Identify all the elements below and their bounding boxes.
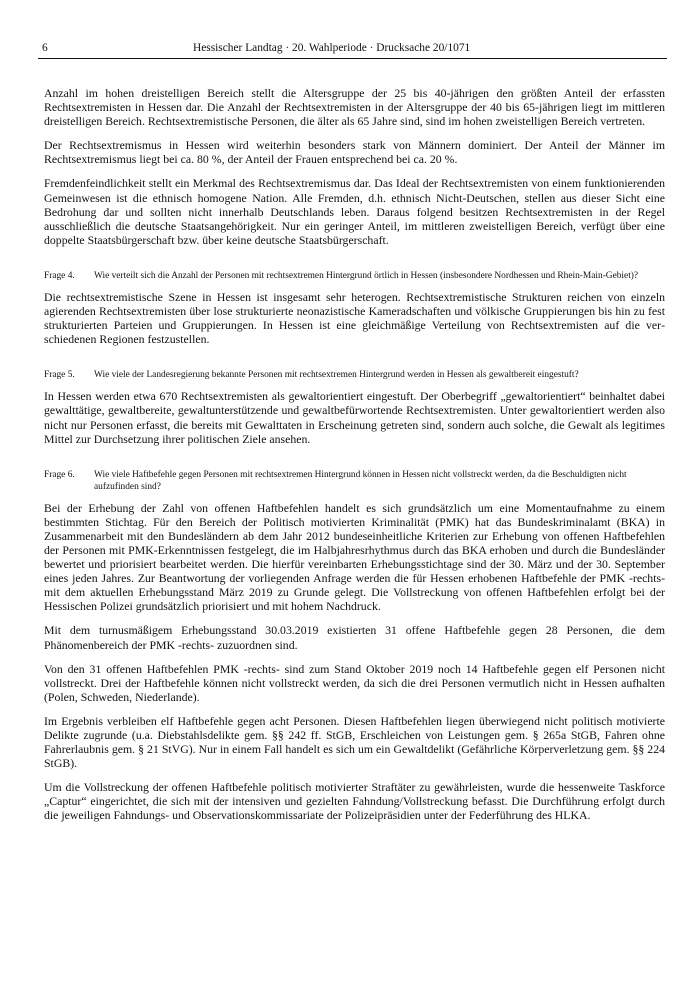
answer-6-paragraph-1: Bei der Erhebung der Zahl von offenen Haftbefehlen handelt es sich grundsätzlich um eine Momentaufnahme zu einem bestimmten Stichtag. Für den Bereich der Politisch motivierten Kriminalität (PMK) hat das Bundeskriminalamt (BKA) in Zusammenarbeit mit den Bundesländern ab dem Jahr 2012 bundeseinheitliche Kriterien zur Erhebung von offenen Haftbefehlen der Personen mit PMK-Erkenntnissen festgelegt, die im Halbjahresrhythmus durch das BKA erhoben und durch die Bundesländer bewertet und priorisiert bearbeitet werden. Die hierfür vereinbarten Erhebungsstichtage sind der 30. März und der 30. September eines jeden Jahres. Zur Beantwortung der vorliegenden Anfrage werden die für Hessen erhobenen Haftbefehle der PMK -rechts- mit dem aktuellen Erhebungsstand März 2019 zu Grunde gelegt. Die Vollstreckung von offenen Haftbefehlen erfolgt bei der Hessischen Polizei grundsätzlich priorisiert und mit hohem Nachdruck. xyxy=(44,500,665,614)
question-4-text: Wie verteilt sich die Anzahl der Personen mit rechtsextremen Hintergrund örtlich in Hessen (insbesondere Nordhessen und Rhein-Main-Gebiet)? xyxy=(94,270,639,281)
paragraph-gender: Der Rechtsextremismus in Hessen wird weiterhin besonders stark von Männern dominiert. Der Anteil der Männer im Rechtsextremismus liegt bei ca. 80 %, der Anteil der Frauen entsprechend bei ca. 20 %. xyxy=(44,138,665,167)
answer-4: Die rechtsextremistische Szene in Hessen ist insgesamt sehr heterogen. Rechtsextremistische Strukturen reichen von einzeln agierenden Rechtsextremisten über lose strukturierte neonazistische Kameradschaften und völkische Gruppierungen bis hin zu fest strukturierten Parteien und Gruppierungen. In Hessen ist eine gleichmäßige Verteilung von Rechtsextremisten auf die verschiedenen Regionen festzustellen. xyxy=(44,289,665,347)
answer-5: In Hessen werden etwa 670 Rechtsextremisten als gewaltorientiert eingestuft. Der Oberbegriff „gewaltorientiert“ beinhaltet dabei gewalttätige, gewaltbereite, gewaltunterstützende und gewaltbefürwortende Rechtsextremisten. Unter gewaltorientiert werden also nicht nur Personen erfasst, die bereits mit Gewalttaten in Erscheinung getreten sind, sondern auch solche, die Gewalt als legitimes Mittel zur Durchsetzung ihrer politischen Ziele ansehen. xyxy=(44,389,665,446)
page-number: 6 xyxy=(42,42,48,54)
question-6 xyxy=(44,469,665,493)
document-body xyxy=(44,86,665,833)
question-6-label: Frage 6. xyxy=(44,469,75,480)
page-header xyxy=(38,42,667,59)
paragraph-xenophobia: Fremdenfeindlichkeit stellt ein Merkmal des Rechtsextremismus dar. Das Ideal der Rechtsextremisten von einem funktionierenden Gemeinwesen ist die ethnisch homogene Nation. Alle Fremden, d.h. ethnisch Nicht-Deutschen, stellen aus dieser Sicht eine Bedrohung dar und sollten nicht innerhalb Deutschlands leben. Daraus folgend besitzen Rechtsextremisten in der Regel ausschließlich die deutsche Staatsangehörigkeit. Nur ein geringer Anteil, im mittleren zweistelligen Bereich, verfügt über eine doppelte Staatsbürgerschaft bzw. über keine deutsche Staatsbürgerschaft. xyxy=(44,176,665,247)
answer-6-paragraph-2: Mit dem turnusmäßigem Erhebungsstand 30.03.2019 existierten 31 offene Haftbefehle gegen 28 Personen, die dem Phänomenbereich der PMK -rechts- zuzuordnen sind. xyxy=(44,623,665,652)
question-5-label: Frage 5. xyxy=(44,370,75,381)
answer-6-paragraph-5: Um die Vollstreckung der offenen Haftbefehle politisch motivierter Straftäter zu gewährleisten, wurde die hessenweite Taskforce „Captur“ eingerichtet, die sich mit der intensiven und gezielten Fahndung/Vollstreckung befasst. Die Durchführung erfolgt durch die jeweiligen Fahndungs- und Observationskommissariate der Polizeipräsidien unter der Federführung des HLKA. xyxy=(44,780,665,823)
question-6-text: Wie viele Haftbefehle gegen Personen mit rechtsextremen Hintergrund können in Hessen nicht vollstreckt werden, da die Beschuldigten nicht aufzufinden sind? xyxy=(94,469,627,492)
question-5-text: Wie viele der Landesregierung bekannte Personen mit rechtsextremen Hintergrund werden in Hessen als gewaltbereit eingestuft? xyxy=(94,370,579,381)
paragraph-age-groups: Anzahl im hohen dreistelligen Bereich stellt die Altersgruppe der 25 bis 40-jährigen den größten Anteil der erfassten Rechtsextremisten in Hessen dar. Die Anzahl der Rechtsextremisten in der Altersgruppe der 40 bis 65-jährigen liegt im mittleren dreistelligen Bereich. Rechtsextremistische Personen, die älter als 65 Jahre sind, sind im hohen zweistelligen Bereich vertreten. xyxy=(44,86,665,129)
answer-6-paragraph-3: Von den 31 offenen Haftbefehlen PMK -rechts- sind zum Stand Oktober 2019 noch 14 Haftbefehle gegen elf Personen nicht vollstreckt. Drei der Haftbefehle können nicht vollstreckt werden, da sich die drei Personen vermutlich nicht in Hessen aufhalten (Polen, Schweden, Niederlande). xyxy=(44,661,665,704)
question-4-label: Frage 4. xyxy=(44,270,75,281)
running-title: Hessischer Landtag · 20. Wahlperiode · Drucksache 20/1071 xyxy=(193,42,471,54)
answer-6-paragraph-4: Im Ergebnis verbleiben elf Haftbefehle gegen acht Personen. Diesen Haftbefehlen liegen überwiegend nicht politisch motivierte Delikte zugrunde (u.a. Diebstahlsdelikte gem. §§ 242 ff. StGB, Erschleichen von Leistungen gem. § 265a StGB, Fahren ohne Fahrerlaubnis gem. § 21 StVG). Nur in einem Fall handelt es sich um ein Gewaltdelikt (Gefährliche Körperverletzung gem. §§ 224 StGB). xyxy=(44,713,665,771)
question-5 xyxy=(44,369,665,381)
question-4 xyxy=(44,270,665,282)
